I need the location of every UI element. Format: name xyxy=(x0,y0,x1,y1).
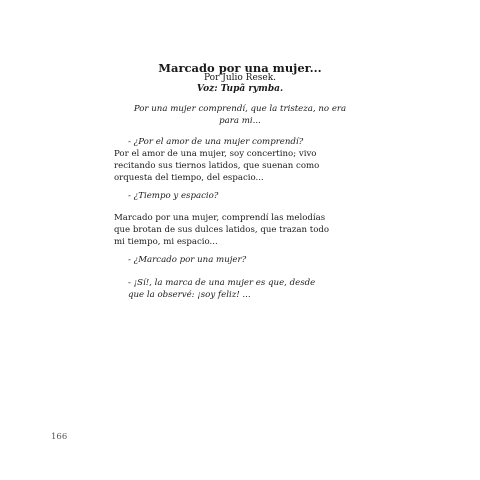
question-3: - ¿Marcado por una mujer? xyxy=(128,255,247,265)
page-number: 166 xyxy=(51,432,68,442)
answer-line: mi tiempo, mi espacio... xyxy=(114,237,218,247)
final-line: - ¡Sí!, la marca de una mujer es que, desde xyxy=(128,278,316,288)
intro-line: Por una mujer comprendí, que la tristeza, no era xyxy=(133,104,347,114)
answer-line: recitando sus tiernos latidos, que suenan como xyxy=(114,161,320,171)
question-1: - ¿Por el amor de una mujer comprendí? xyxy=(128,137,304,147)
question-2: - ¿Tiempo y espacio? xyxy=(128,191,219,201)
intro-stanza xyxy=(0,103,480,127)
answer-line: orquesta del tiempo, del espacio... xyxy=(114,173,264,183)
poem-title: Marcado por una mujer... xyxy=(158,61,322,75)
answer-2 xyxy=(114,212,329,248)
voice-line: Voz: Tupã rymba. xyxy=(196,84,284,94)
answer-1 xyxy=(114,148,319,184)
intro-line: para mi... xyxy=(219,116,261,126)
final-line: que la observé: ¡soy feliz! ... xyxy=(128,290,251,300)
author-line: Por Julio Resek. xyxy=(203,73,277,83)
answer-line: Marcado por una mujer, comprendí las melodías xyxy=(114,213,326,223)
answer-line: Por el amor de una mujer, soy concertino; vivo xyxy=(114,149,317,159)
answer-line: que brotan de sus dulces latidos, que trazan todo xyxy=(114,225,330,235)
final-stanza xyxy=(128,277,315,301)
